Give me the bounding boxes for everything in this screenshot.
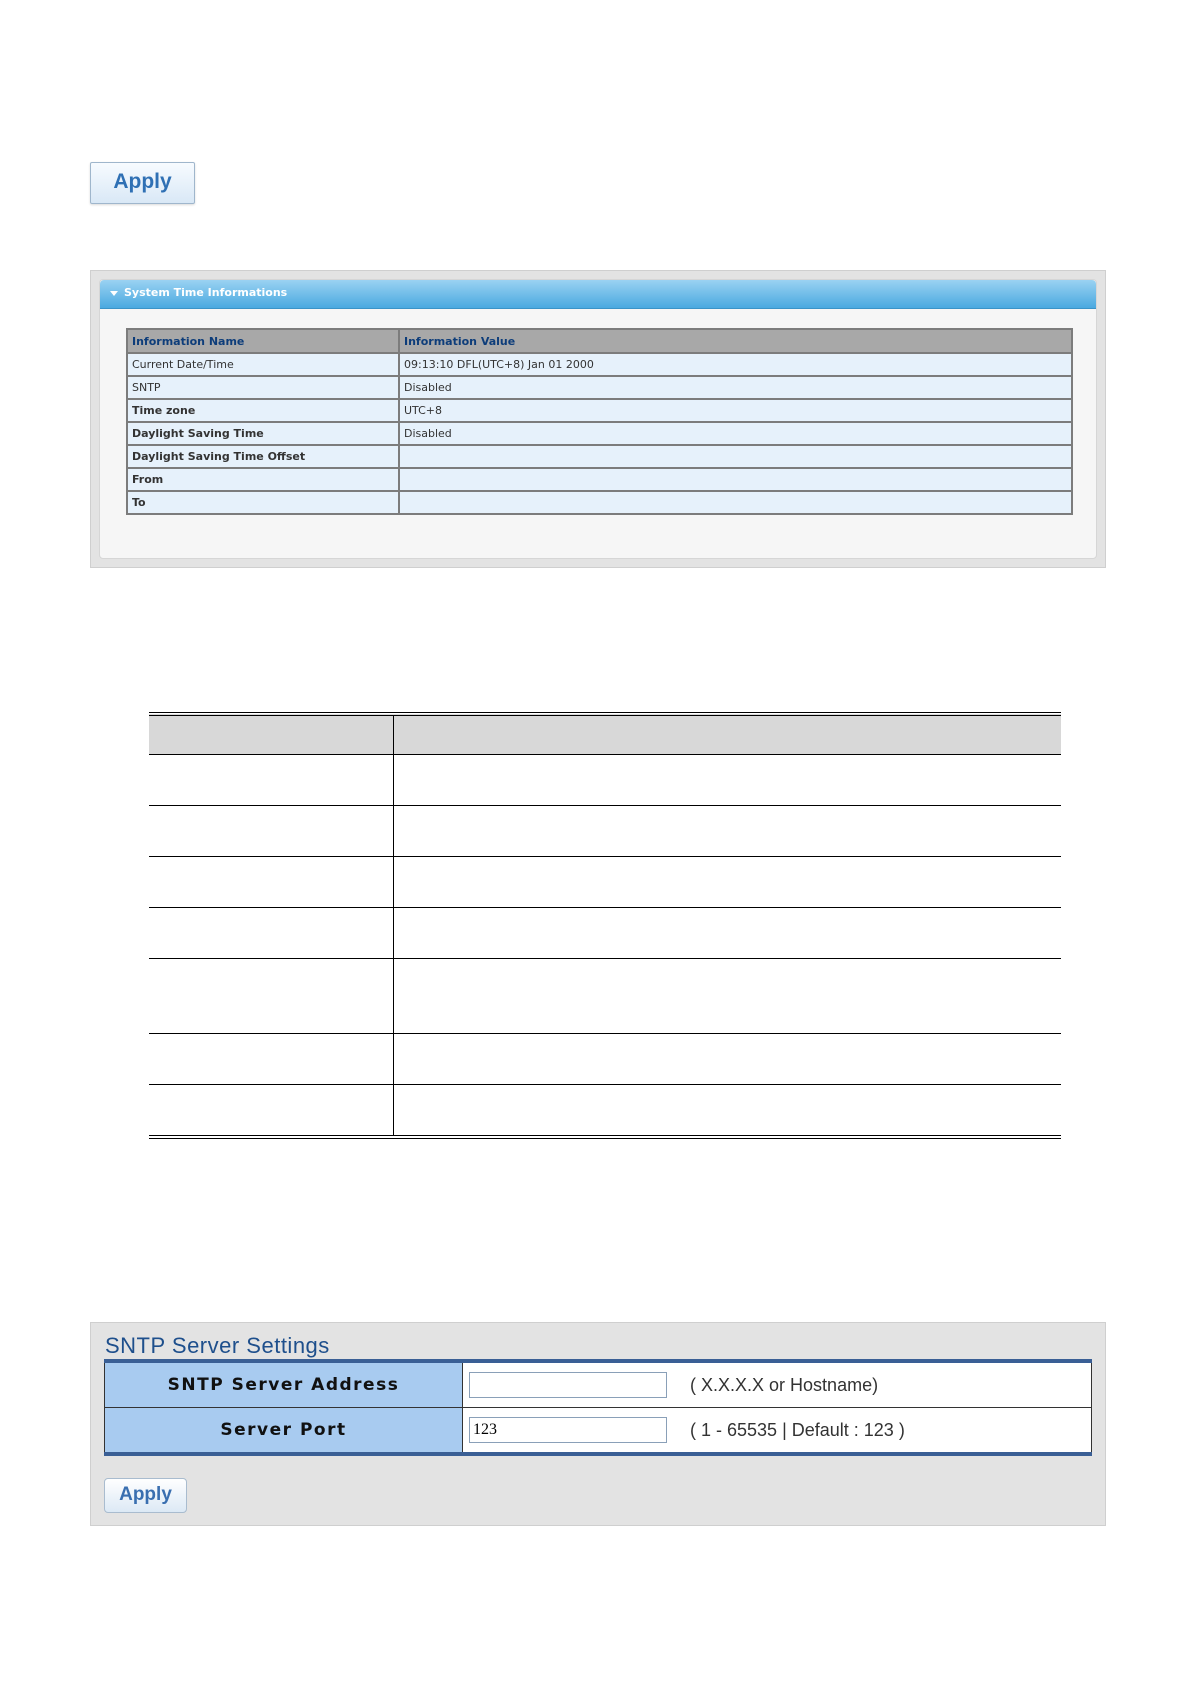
panel-header[interactable] [100, 280, 1096, 309]
sntp-settings-table [104, 1359, 1092, 1456]
table-row [149, 857, 1061, 908]
table-row [149, 755, 1061, 806]
sntp-server-settings [90, 1322, 1106, 1526]
table-row [127, 376, 1072, 399]
server-port-input[interactable] [469, 1417, 667, 1443]
table-header-row [127, 329, 1072, 353]
row-name-time-zone: Time zone [127, 399, 399, 422]
row-value-dst-offset [399, 445, 1072, 468]
sntp-address-cell [463, 1361, 1092, 1408]
table-row [149, 1034, 1061, 1085]
sntp-address-input[interactable] [469, 1372, 667, 1398]
description-header-object [149, 714, 394, 755]
row-name-dst: Daylight Saving Time [127, 422, 399, 445]
row-name-from: From [127, 468, 399, 491]
row-value-sntp: Disabled [399, 376, 1072, 399]
header-information-value: Information Value [399, 329, 1072, 353]
server-port-hint: ( 1 - 65535 | Default : 123 ) [690, 1419, 905, 1440]
table-row [149, 806, 1061, 857]
server-port-cell [463, 1408, 1092, 1455]
table-row [127, 445, 1072, 468]
table-row [127, 491, 1072, 514]
row-value-to [399, 491, 1072, 514]
row-value-dst: Disabled [399, 422, 1072, 445]
row-name-to: To [127, 491, 399, 514]
table-row [127, 422, 1072, 445]
row-value-current-datetime: 09:13:10 DFL(UTC+8) Jan 01 2000 [399, 353, 1072, 376]
table-row [127, 468, 1072, 491]
collapse-triangle-icon[interactable] [110, 291, 118, 296]
panel-title: System Time Informations [124, 286, 288, 299]
sntp-address-row [105, 1361, 1092, 1408]
row-value-time-zone: UTC+8 [399, 399, 1072, 422]
row-name-current-datetime: Current Date/Time [127, 353, 399, 376]
header-information-name: Information Name [127, 329, 399, 353]
row-name-dst-offset: Daylight Saving Time Offset [127, 445, 399, 468]
sntp-title: SNTP Server Settings [105, 1333, 330, 1358]
sntp-address-label: SNTP Server Address [105, 1361, 463, 1408]
table-row [127, 353, 1072, 376]
system-time-table [126, 328, 1073, 515]
row-value-from [399, 468, 1072, 491]
apply-button-top[interactable]: Apply [90, 162, 195, 204]
table-row [149, 959, 1061, 1034]
description-header-description [394, 714, 1062, 755]
description-table [149, 712, 1061, 1139]
table-row [149, 908, 1061, 959]
description-header-row [149, 714, 1061, 755]
server-port-row [105, 1408, 1092, 1455]
sntp-apply-button[interactable]: Apply [104, 1478, 187, 1513]
table-row [149, 1085, 1061, 1138]
table-row [127, 399, 1072, 422]
sntp-address-hint: ( X.X.X.X or Hostname) [690, 1374, 879, 1395]
row-name-sntp: SNTP [127, 376, 399, 399]
server-port-label: Server Port [105, 1408, 463, 1455]
